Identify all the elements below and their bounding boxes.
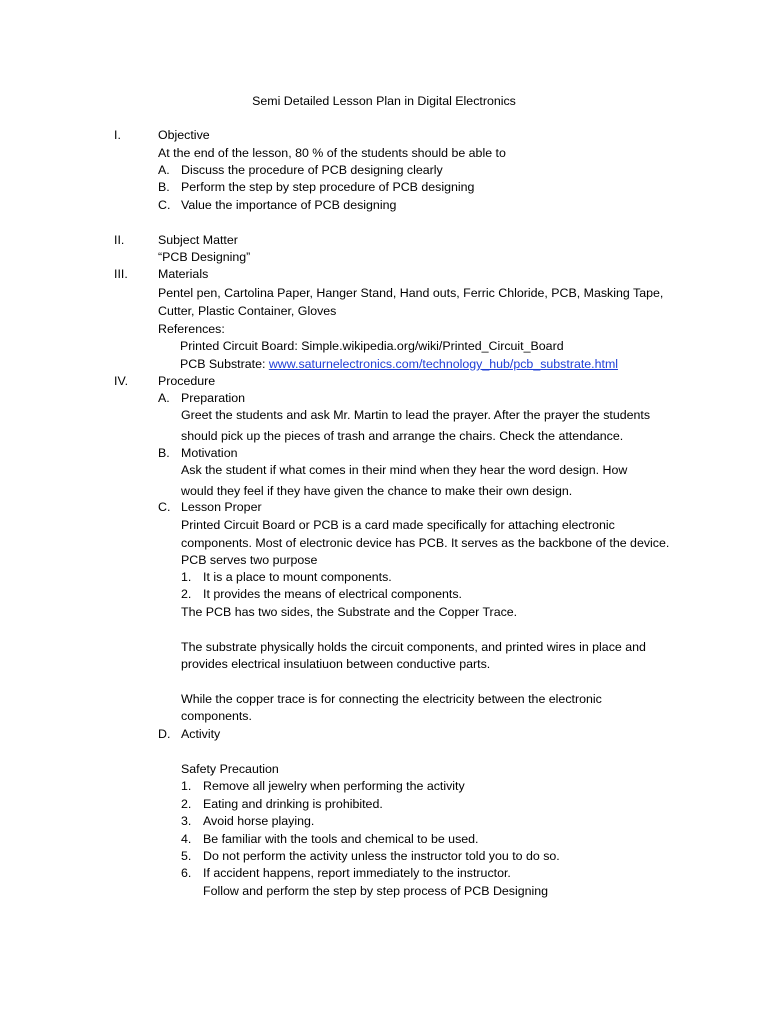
references-label: References: bbox=[158, 322, 225, 336]
objective-item-letter: A. bbox=[158, 163, 170, 177]
procedure-step-letter: D. bbox=[158, 727, 171, 741]
lesson-text: PCB serves two purpose bbox=[181, 553, 318, 567]
precaution-item: Be familiar with the tools and chemical to be used. bbox=[203, 832, 479, 846]
reference-label: PCB Substrate: bbox=[180, 357, 269, 371]
procedure-step-letter: B. bbox=[158, 446, 170, 460]
purpose-number: 1. bbox=[181, 570, 192, 584]
procedure-step-heading: Preparation bbox=[181, 391, 246, 405]
precaution-number: 3. bbox=[181, 814, 192, 828]
section-heading-objective: Objective bbox=[158, 128, 210, 142]
section-heading-materials: Materials bbox=[158, 267, 209, 281]
objective-item: Perform the step by step procedure of PCB designing bbox=[181, 180, 475, 194]
purpose-number: 2. bbox=[181, 587, 192, 601]
purpose-item: It is a place to mount components. bbox=[203, 570, 392, 584]
objective-item: Value the importance of PCB designing bbox=[181, 198, 397, 212]
lesson-text: provides electrical insulatiuon between conductive parts. bbox=[181, 657, 491, 671]
lesson-text: components. bbox=[181, 709, 252, 723]
precaution-item: If accident happens, report immediately to the instructor. bbox=[203, 866, 511, 880]
section-numeral-materials: III. bbox=[114, 267, 128, 281]
precaution-number: 4. bbox=[181, 832, 192, 846]
document-title: Semi Detailed Lesson Plan in Digital Electronics bbox=[252, 94, 516, 108]
reference-item bbox=[180, 356, 618, 374]
purpose-item: It provides the means of electrical components. bbox=[203, 587, 462, 601]
precaution-item: Eating and drinking is prohibited. bbox=[203, 797, 383, 811]
lesson-text: components. Most of electronic device has PCB. It serves as the backbone of the device. bbox=[181, 536, 670, 550]
precaution-number: 5. bbox=[181, 849, 192, 863]
precaution-number: 2. bbox=[181, 797, 192, 811]
procedure-step-text: Greet the students and ask Mr. Martin to lead the prayer. After the prayer the students bbox=[181, 408, 651, 422]
materials-list: Cutter, Plastic Container, Gloves bbox=[158, 304, 337, 318]
procedure-step-heading: Activity bbox=[181, 727, 221, 741]
precaution-item: Do not perform the activity unless the instructor told you to do so. bbox=[203, 849, 560, 863]
precaution-item: Remove all jewelry when performing the activity bbox=[203, 779, 465, 793]
activity-instruction: Follow and perform the step by step process of PCB Designing bbox=[203, 884, 549, 898]
objective-item-letter: B. bbox=[158, 180, 170, 194]
section-heading-procedure: Procedure bbox=[158, 374, 216, 388]
precaution-number: 1. bbox=[181, 779, 192, 793]
lesson-text: While the copper trace is for connecting the electricity between the electronic bbox=[181, 692, 602, 706]
procedure-step-text: would they feel if they have given the chance to make their own design. bbox=[181, 484, 573, 498]
materials-list: Pentel pen, Cartolina Paper, Hanger Stand, Hand outs, Ferric Chloride, PCB, Masking Tape, bbox=[158, 286, 664, 300]
precaution-item: Avoid horse playing. bbox=[203, 814, 315, 828]
lesson-text: The PCB has two sides, the Substrate and the Copper Trace. bbox=[181, 605, 518, 619]
objective-item-letter: C. bbox=[158, 198, 171, 212]
subject-matter-text: “PCB Designing” bbox=[158, 250, 251, 264]
safety-heading: Safety Precaution bbox=[181, 762, 279, 776]
procedure-step-letter: C. bbox=[158, 500, 171, 514]
procedure-step-letter: A. bbox=[158, 391, 170, 405]
reference-item: Printed Circuit Board: Simple.wikipedia.org/wiki/Printed_Circuit_Board bbox=[180, 339, 564, 353]
section-numeral-subject-matter: II. bbox=[114, 233, 125, 247]
procedure-step-text: should pick up the pieces of trash and arrange the chairs. Check the attendance. bbox=[181, 429, 624, 443]
precaution-number: 6. bbox=[181, 866, 192, 880]
section-numeral-procedure: IV. bbox=[114, 374, 129, 388]
objective-item: Discuss the procedure of PCB designing clearly bbox=[181, 163, 443, 177]
reference-link[interactable]: www.saturnelectronics.com/technology_hub/pcb_substrate.html bbox=[268, 357, 619, 371]
section-heading-subject-matter: Subject Matter bbox=[158, 233, 238, 247]
procedure-step-text: Ask the student if what comes in their mind when they hear the word design. How bbox=[181, 463, 628, 477]
lesson-text: Printed Circuit Board or PCB is a card made specifically for attaching electronic bbox=[181, 518, 615, 532]
lesson-text: The substrate physically holds the circuit components, and printed wires in place and bbox=[181, 640, 646, 654]
procedure-step-heading: Motivation bbox=[181, 446, 238, 460]
section-numeral-objective: I. bbox=[114, 128, 121, 142]
procedure-step-heading: Lesson Proper bbox=[181, 500, 262, 514]
objective-intro: At the end of the lesson, 80 % of the students should be able to bbox=[158, 146, 506, 160]
